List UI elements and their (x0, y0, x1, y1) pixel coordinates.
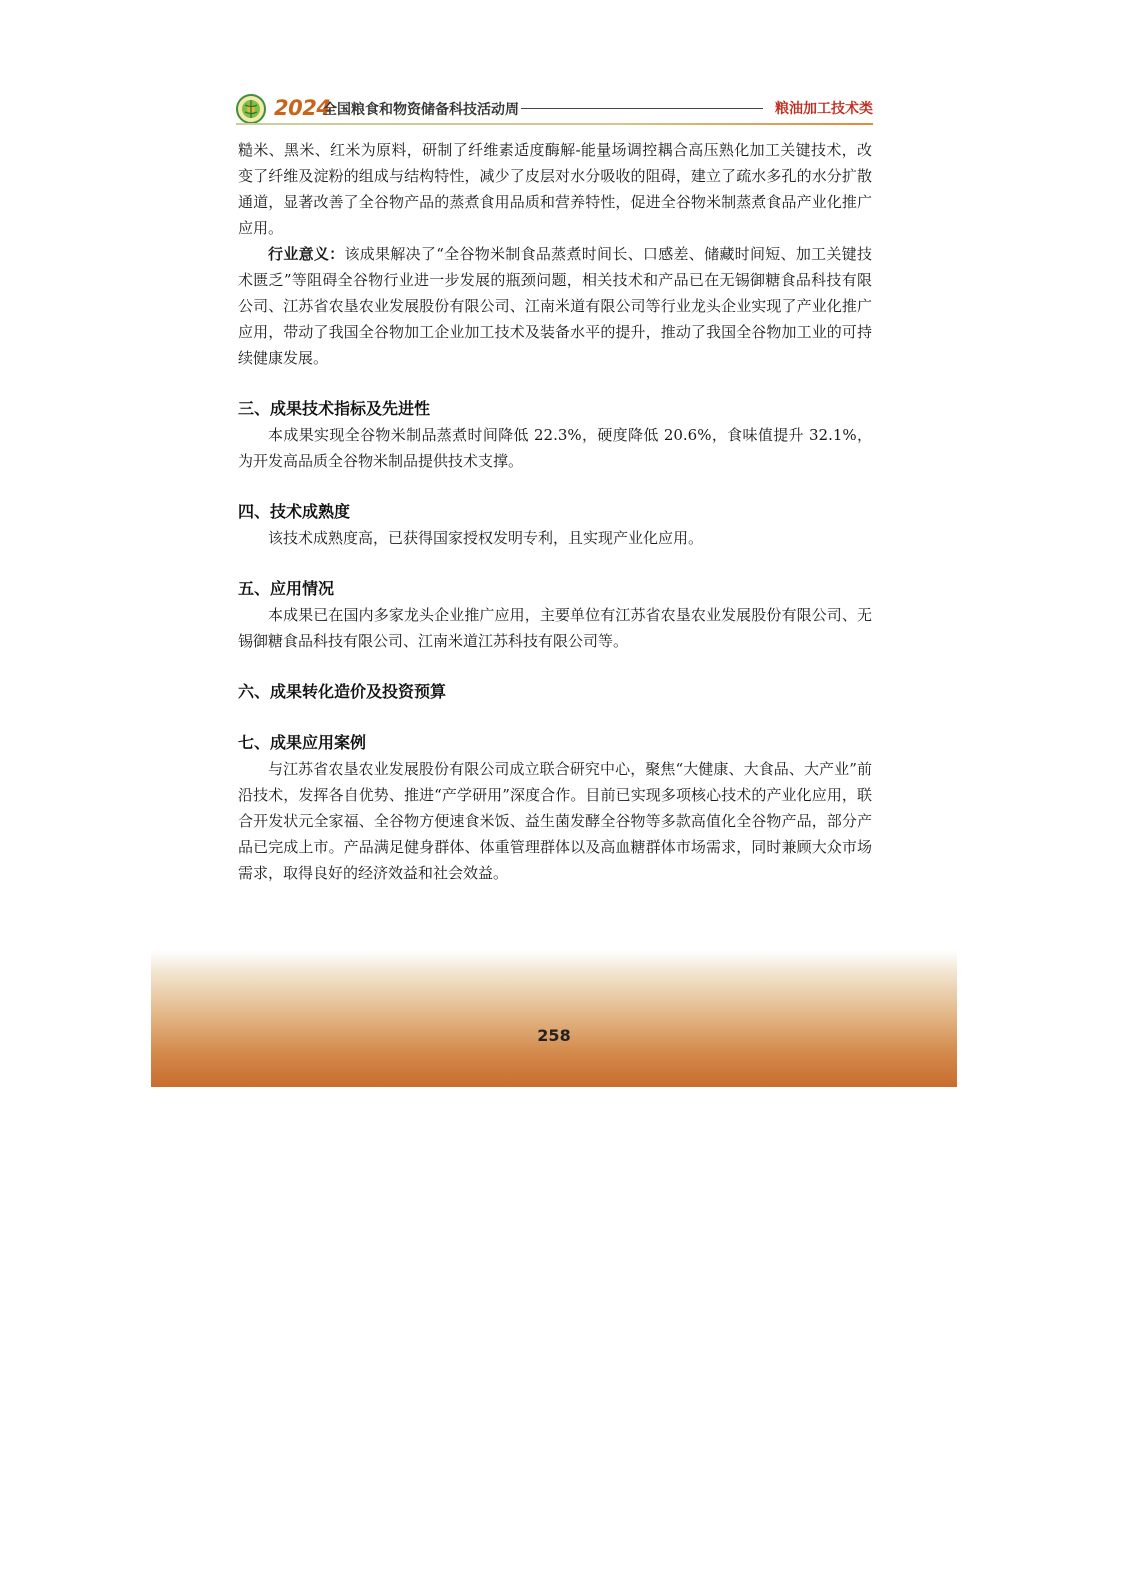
industry-significance-paragraph (238, 241, 872, 371)
section-heading: 七、成果应用案例 (238, 733, 367, 752)
section-heading: 四、技术成熟度 (238, 502, 351, 521)
section-text: 本成果已在国内多家龙头企业推广应用，主要单位有江苏省农垦农业发展股份有限公司、无锡御糖食品科技有限公司、江南米道江苏科技有限公司等。 (238, 606, 872, 650)
section-text: 本成果实现全谷物米制品蒸煮时间降低 22.3%，硬度降低 20.6%，食味值提升 32.1%，为开发高品质全谷物米制品提供技术支撑。 (238, 426, 872, 470)
header-underline (236, 123, 873, 125)
header-category: 粮油加工技术类 (775, 101, 873, 117)
page-header (236, 92, 873, 126)
section-heading: 五、应用情况 (238, 579, 335, 598)
body-paragraph: 糙米、黑米、红米为原料，研制了纤维素适度酶解-能量场调控耦合高压熟化加工关键技术，改变了纤维及淀粉的组成与结构特性，减少了皮层对水分吸收的阻碍，建立了疏水多孔的水分扩散通道，显著改善了全谷物产品的蒸煮食用品质和营养特性，促进全谷物米制蒸煮食品产业化推广应用。 (238, 141, 872, 237)
header-rule (521, 108, 763, 109)
industry-significance-lead: 行业意义： (268, 245, 345, 263)
industry-significance-text: 该成果解决了“全谷物米制食品蒸煮时间长、口感差、储藏时间短、加工关键技术匮乏”等阻碍全谷物行业进一步发展的瓶颈问题，相关技术和产品已在无锡御糖食品科技有限公司、江苏省农垦农业发展股份有限公司、江南米道有限公司等行业龙头企业实现了产业化推广应用，带动了我国全谷物加工企业加工技术及装备水平的提升，推动了我国全谷物加工业的可持续健康发展。 (238, 245, 872, 367)
page-footer (151, 950, 957, 1087)
header-event-title: 全国粮食和物资储备科技活动周 (323, 102, 519, 118)
page-number: 258 (537, 1026, 571, 1045)
section-text: 该技术成熟度高，已获得国家授权发明专利，且实现产业化应用。 (268, 529, 704, 547)
section-text: 与江苏省农垦农业发展股份有限公司成立联合研究中心，聚焦“大健康、大食品、大产业”前沿技术，发挥各自优势、推进“产学研用”深度合作。目前已实现多项核心技术的产业化应用，联合开发状元全家福、全谷物方便速食米饭、益生菌发酵全谷物等多款高值化全谷物产品，部分产品已完成上市。产品满足健身群体、体重管理群体以及高血糖群体市场需求，同时兼顾大众市场需求，取得良好的经济效益和社会效益。 (238, 760, 872, 882)
grain-emblem-icon (236, 94, 266, 124)
section-heading: 三、成果技术指标及先进性 (238, 399, 431, 418)
section-heading: 六、成果转化造价及投资预算 (238, 682, 447, 701)
header-year: 2024 (274, 96, 331, 120)
page-body (238, 137, 872, 886)
